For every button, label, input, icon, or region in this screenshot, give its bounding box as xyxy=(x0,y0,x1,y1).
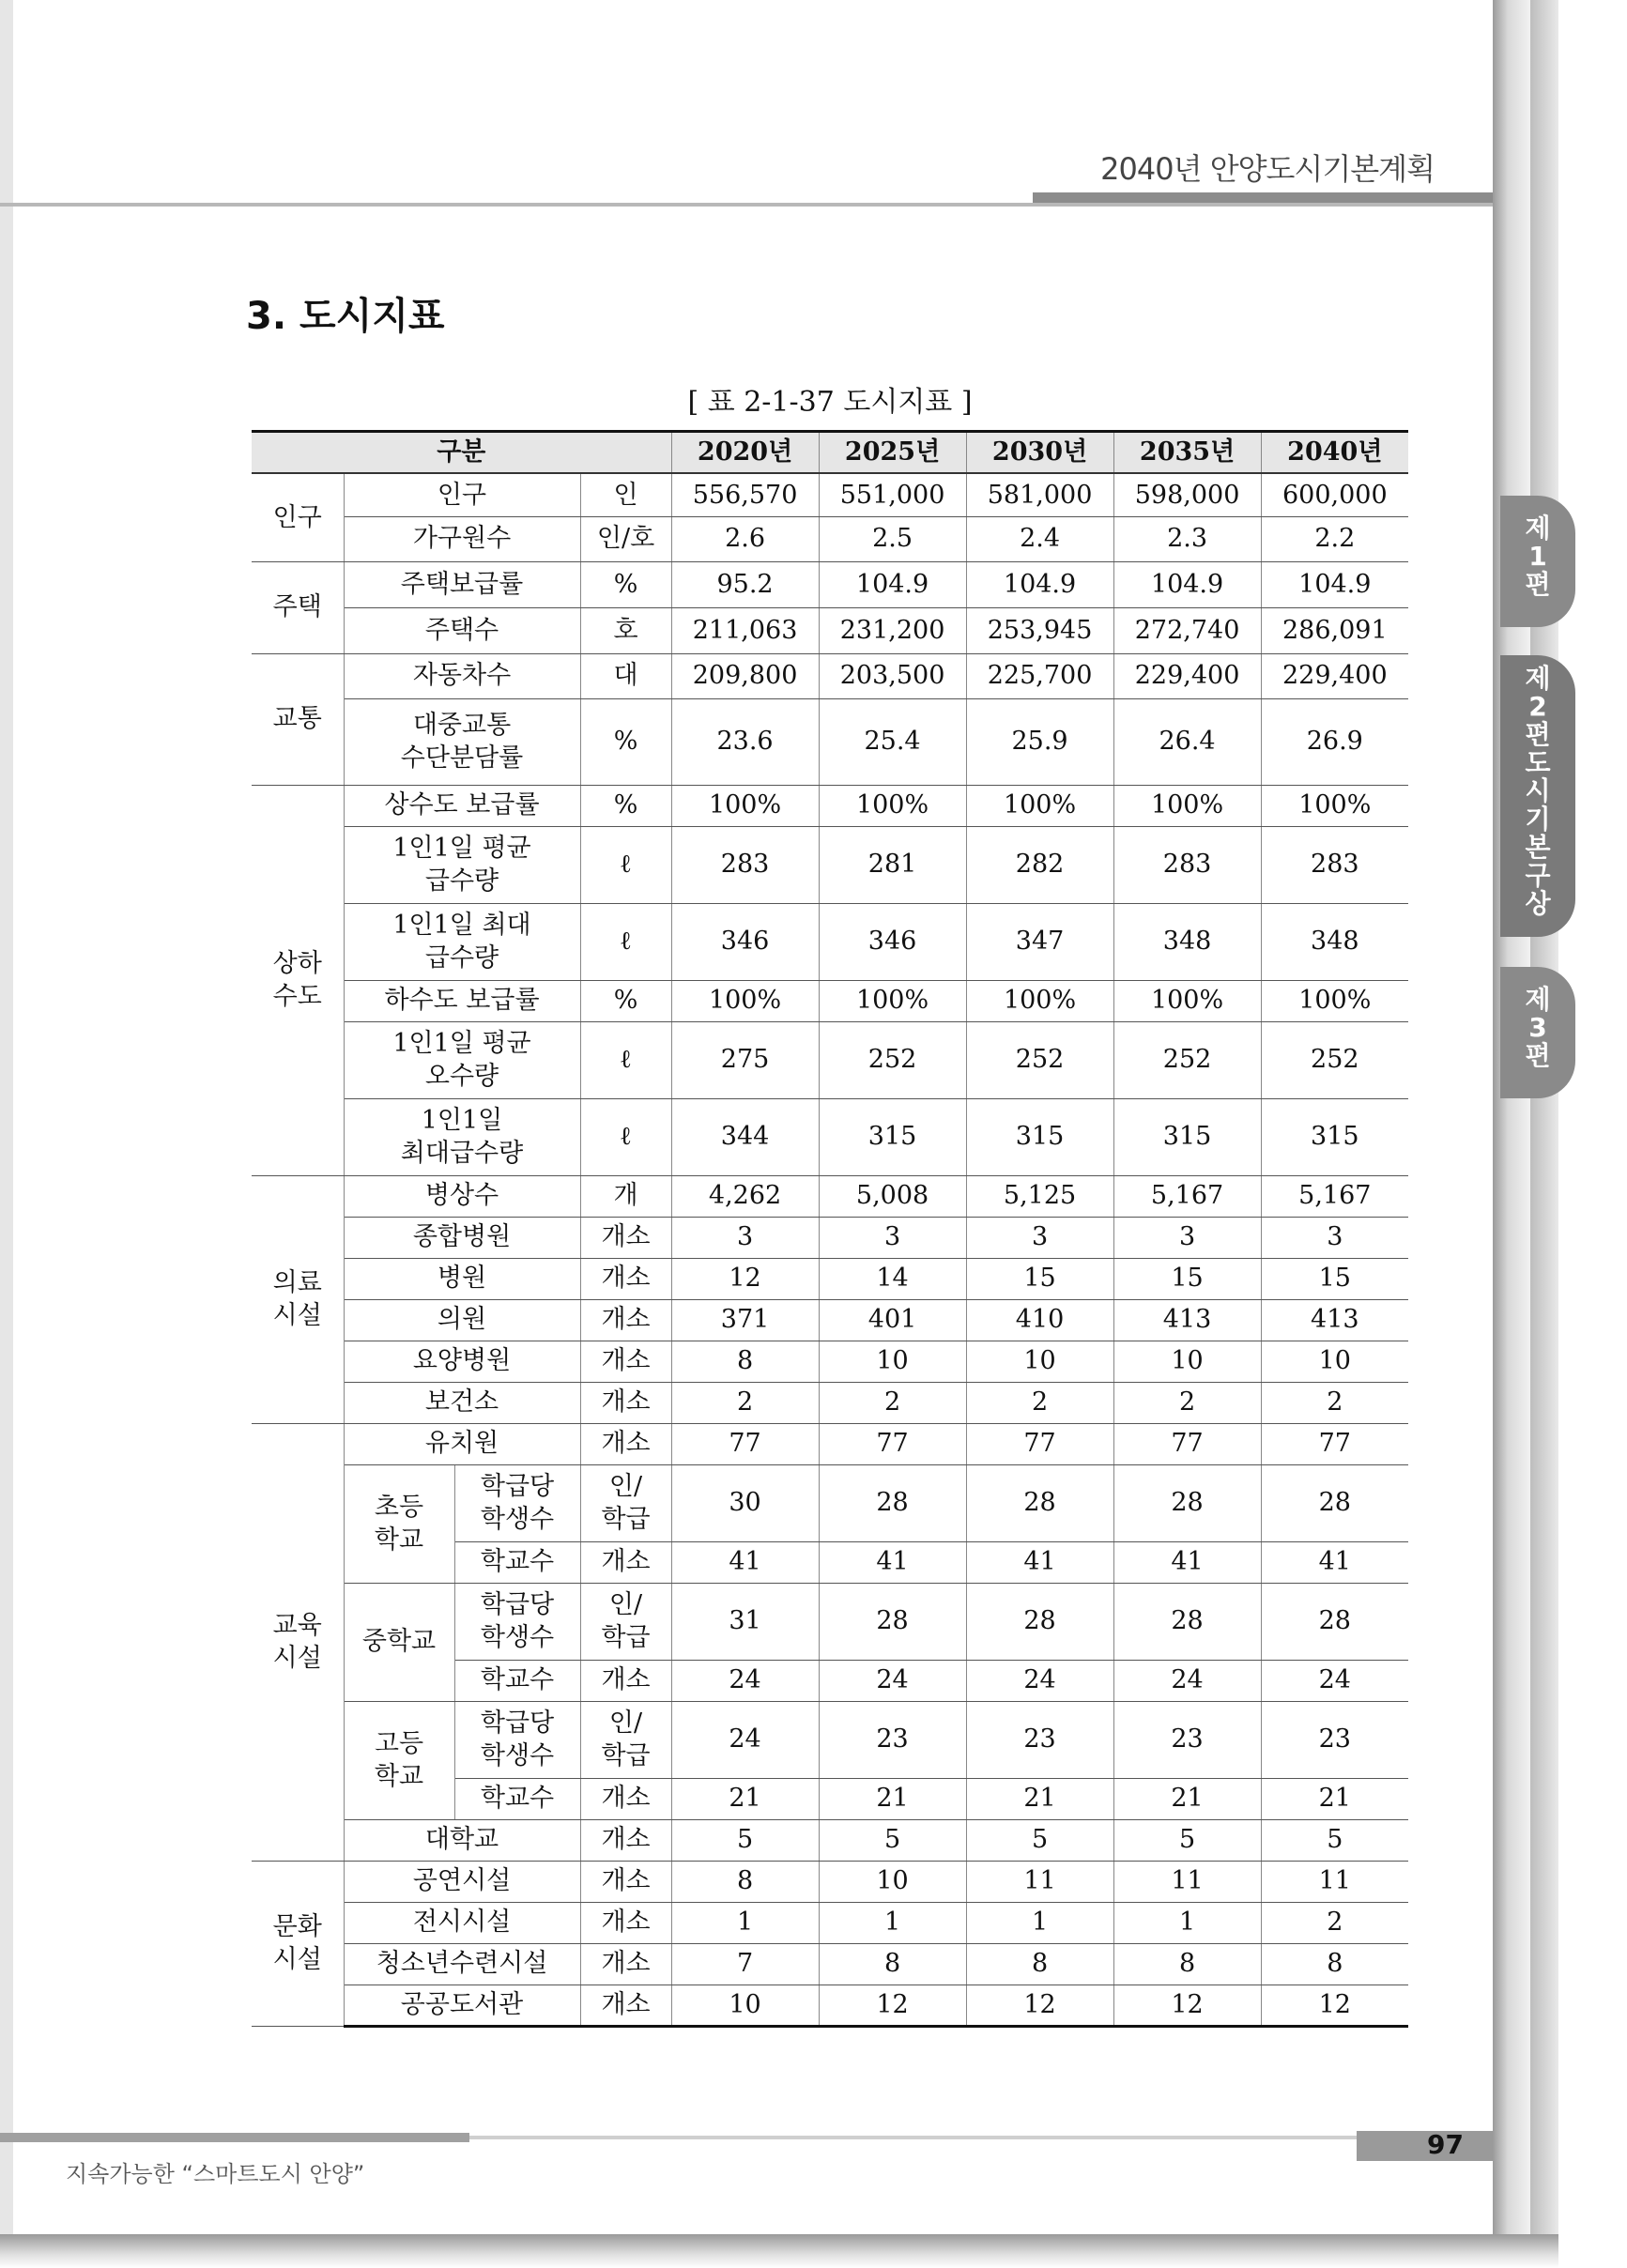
value-cell: 77 xyxy=(1113,1423,1261,1464)
value-cell: 28 xyxy=(966,1464,1113,1541)
unit-cell: 개소 xyxy=(580,1541,671,1583)
item-cell: 1인1일 최대급수량 xyxy=(344,1098,580,1175)
item-cell: 병원 xyxy=(344,1258,580,1299)
item-cell: 공공도서관 xyxy=(344,1984,580,2026)
item-cell: 학급당 학생수 xyxy=(454,1701,580,1778)
value-cell: 7 xyxy=(671,1943,819,1984)
value-cell: 252 xyxy=(966,1021,1113,1098)
header-year: 2035년 xyxy=(1113,432,1261,474)
value-cell: 229,400 xyxy=(1261,653,1408,698)
table-row xyxy=(252,1258,1408,1299)
footer-slogan: 지속가능한 “스마트도시 안양” xyxy=(66,2161,365,2187)
table-caption: [ 표 2-1-37 도시지표 ] xyxy=(687,386,973,419)
value-cell: 8 xyxy=(671,1341,819,1382)
value-cell: 41 xyxy=(1261,1541,1408,1583)
unit-cell: ℓ xyxy=(580,826,671,903)
value-cell: 8 xyxy=(1261,1943,1408,1984)
table-row xyxy=(252,1902,1408,1943)
item-cell: 가구원수 xyxy=(344,516,580,561)
value-cell: 598,000 xyxy=(1113,473,1261,516)
value-cell: 14 xyxy=(819,1258,966,1299)
value-cell: 10 xyxy=(966,1341,1113,1382)
item-cell: 공연시설 xyxy=(344,1861,580,1902)
item-cell: 학교수 xyxy=(454,1660,580,1701)
value-cell: 413 xyxy=(1261,1299,1408,1341)
value-cell: 3 xyxy=(1261,1217,1408,1258)
value-cell: 10 xyxy=(1261,1341,1408,1382)
value-cell: 15 xyxy=(1261,1258,1408,1299)
value-cell: 401 xyxy=(819,1299,966,1341)
value-cell: 5,008 xyxy=(819,1175,966,1217)
unit-cell: 호 xyxy=(580,607,671,653)
item-cell: 전시시설 xyxy=(344,1902,580,1943)
value-cell: 23.6 xyxy=(671,698,819,785)
value-cell: 100% xyxy=(819,980,966,1021)
item-cell: 유치원 xyxy=(344,1423,580,1464)
value-cell: 23 xyxy=(1113,1701,1261,1778)
value-cell: 11 xyxy=(1113,1861,1261,1902)
unit-cell: 개소 xyxy=(580,1258,671,1299)
value-cell: 209,800 xyxy=(671,653,819,698)
item-cell: 보건소 xyxy=(344,1382,580,1423)
unit-cell: 개소 xyxy=(580,1984,671,2026)
item-cell: 대중교통 수단분담률 xyxy=(344,698,580,785)
value-cell: 21 xyxy=(1261,1778,1408,1819)
value-cell: 104.9 xyxy=(1261,561,1408,607)
value-cell: 26.9 xyxy=(1261,698,1408,785)
value-cell: 100% xyxy=(966,980,1113,1021)
value-cell: 600,000 xyxy=(1261,473,1408,516)
value-cell: 24 xyxy=(1261,1660,1408,1701)
value-cell: 231,200 xyxy=(819,607,966,653)
value-cell: 28 xyxy=(1113,1464,1261,1541)
table-row xyxy=(252,607,1408,653)
value-cell: 23 xyxy=(966,1701,1113,1778)
value-cell: 2 xyxy=(819,1382,966,1423)
category-cell: 문화 시설 xyxy=(252,1861,344,2026)
table-row xyxy=(252,1098,1408,1175)
unit-cell: 개소 xyxy=(580,1382,671,1423)
value-cell: 229,400 xyxy=(1113,653,1261,698)
unit-cell: 인/ 학급 xyxy=(580,1464,671,1541)
value-cell: 5 xyxy=(819,1819,966,1861)
value-cell: 10 xyxy=(1113,1341,1261,1382)
value-cell: 2 xyxy=(671,1382,819,1423)
value-cell: 315 xyxy=(1261,1098,1408,1175)
unit-cell: 개소 xyxy=(580,1819,671,1861)
table-row xyxy=(252,1341,1408,1382)
value-cell: 104.9 xyxy=(819,561,966,607)
unit-cell: % xyxy=(580,698,671,785)
table-row xyxy=(252,1464,1408,1541)
footer-rule-accent xyxy=(0,2133,469,2142)
category-cell: 상하 수도 xyxy=(252,785,344,1175)
value-cell: 283 xyxy=(1261,826,1408,903)
page-edge-stack xyxy=(1530,0,1558,2268)
item-cell: 상수도 보급률 xyxy=(344,785,580,826)
value-cell: 5,167 xyxy=(1261,1175,1408,1217)
footer-rule xyxy=(469,2136,1357,2139)
table-row xyxy=(252,1861,1408,1902)
value-cell: 23 xyxy=(819,1701,966,1778)
value-cell: 100% xyxy=(1113,785,1261,826)
value-cell: 344 xyxy=(671,1098,819,1175)
value-cell: 100% xyxy=(819,785,966,826)
item-cell: 요양병원 xyxy=(344,1341,580,1382)
page-bottom-shadow xyxy=(0,2234,1558,2268)
value-cell: 2.6 xyxy=(671,516,819,561)
value-cell: 3 xyxy=(1113,1217,1261,1258)
value-cell: 282 xyxy=(966,826,1113,903)
value-cell: 10 xyxy=(671,1984,819,2026)
unit-cell: ℓ xyxy=(580,1098,671,1175)
value-cell: 283 xyxy=(1113,826,1261,903)
value-cell: 104.9 xyxy=(1113,561,1261,607)
page-edge-shadow xyxy=(1493,0,1530,2268)
value-cell: 283 xyxy=(671,826,819,903)
value-cell: 30 xyxy=(671,1464,819,1541)
value-cell: 581,000 xyxy=(966,473,1113,516)
value-cell: 2.4 xyxy=(966,516,1113,561)
item-cell: 자동차수 xyxy=(344,653,580,698)
value-cell: 315 xyxy=(966,1098,1113,1175)
value-cell: 348 xyxy=(1261,903,1408,980)
value-cell: 28 xyxy=(966,1583,1113,1660)
table-row xyxy=(252,980,1408,1021)
value-cell: 275 xyxy=(671,1021,819,1098)
value-cell: 2 xyxy=(1113,1382,1261,1423)
value-cell: 77 xyxy=(671,1423,819,1464)
item-cell: 하수도 보급률 xyxy=(344,980,580,1021)
unit-cell: 개소 xyxy=(580,1660,671,1701)
table-row xyxy=(252,1382,1408,1423)
unit-cell: % xyxy=(580,785,671,826)
value-cell: 225,700 xyxy=(966,653,1113,698)
part-3-tab[interactable]: 제 3 편 xyxy=(1500,967,1575,1098)
table-row xyxy=(252,1175,1408,1217)
unit-cell: 개소 xyxy=(580,1341,671,1382)
item-cell: 종합병원 xyxy=(344,1217,580,1258)
value-cell: 315 xyxy=(1113,1098,1261,1175)
unit-cell: 인 xyxy=(580,473,671,516)
table-row xyxy=(252,561,1408,607)
unit-cell: % xyxy=(580,980,671,1021)
header-category: 구분 xyxy=(252,432,671,474)
item-cell: 인구 xyxy=(344,473,580,516)
category-cell: 주택 xyxy=(252,561,344,653)
value-cell: 347 xyxy=(966,903,1113,980)
unit-cell: 개소 xyxy=(580,1217,671,1258)
item-cell: 1인1일 평균 급수량 xyxy=(344,826,580,903)
table-row xyxy=(252,1583,1408,1660)
value-cell: 21 xyxy=(819,1778,966,1819)
value-cell: 315 xyxy=(819,1098,966,1175)
value-cell: 28 xyxy=(819,1464,966,1541)
unit-cell: ℓ xyxy=(580,1021,671,1098)
value-cell: 252 xyxy=(819,1021,966,1098)
value-cell: 413 xyxy=(1113,1299,1261,1341)
value-cell: 3 xyxy=(671,1217,819,1258)
table-row xyxy=(252,1423,1408,1464)
value-cell: 21 xyxy=(671,1778,819,1819)
urban-indicator-table xyxy=(252,430,1408,2028)
value-cell: 25.4 xyxy=(819,698,966,785)
value-cell: 41 xyxy=(1113,1541,1261,1583)
value-cell: 4,262 xyxy=(671,1175,819,1217)
value-cell: 28 xyxy=(1113,1583,1261,1660)
value-cell: 371 xyxy=(671,1299,819,1341)
value-cell: 12 xyxy=(966,1984,1113,2026)
part-2-tab[interactable]: 제 2 편 도 시 기 본 구 상 xyxy=(1500,655,1575,937)
unit-cell: 개소 xyxy=(580,1423,671,1464)
table-row xyxy=(252,826,1408,903)
value-cell: 1 xyxy=(671,1902,819,1943)
value-cell: 1 xyxy=(966,1902,1113,1943)
value-cell: 2 xyxy=(1261,1902,1408,1943)
unit-cell: 개소 xyxy=(580,1902,671,1943)
section-title: 3. 도시지표 xyxy=(246,295,445,338)
table-row xyxy=(252,903,1408,980)
unit-cell: ℓ xyxy=(580,903,671,980)
category-cell: 교육 시설 xyxy=(252,1423,344,1861)
table-header-row xyxy=(252,432,1408,474)
subcategory-cell: 초등 학교 xyxy=(344,1464,454,1583)
category-cell: 의료 시설 xyxy=(252,1175,344,1423)
header-year: 2040년 xyxy=(1261,432,1408,474)
page-number: 97 xyxy=(1427,2129,1464,2160)
unit-cell: % xyxy=(580,561,671,607)
table-row xyxy=(252,1299,1408,1341)
value-cell: 272,740 xyxy=(1113,607,1261,653)
value-cell: 100% xyxy=(1261,980,1408,1021)
value-cell: 24 xyxy=(819,1660,966,1701)
header-year: 2030년 xyxy=(966,432,1113,474)
value-cell: 2.2 xyxy=(1261,516,1408,561)
value-cell: 41 xyxy=(671,1541,819,1583)
value-cell: 26.4 xyxy=(1113,698,1261,785)
running-header: 2040년 안양도시기본계획 xyxy=(1100,151,1435,187)
value-cell: 41 xyxy=(966,1541,1113,1583)
subcategory-cell: 중학교 xyxy=(344,1583,454,1701)
value-cell: 23 xyxy=(1261,1701,1408,1778)
header-year: 2025년 xyxy=(819,432,966,474)
value-cell: 12 xyxy=(1113,1984,1261,2026)
value-cell: 5,125 xyxy=(966,1175,1113,1217)
value-cell: 286,091 xyxy=(1261,607,1408,653)
item-cell: 학교수 xyxy=(454,1778,580,1819)
header-year: 2020년 xyxy=(671,432,819,474)
category-cell: 인구 xyxy=(252,473,344,561)
value-cell: 3 xyxy=(819,1217,966,1258)
item-cell: 학급당 학생수 xyxy=(454,1583,580,1660)
table-row xyxy=(252,1217,1408,1258)
value-cell: 211,063 xyxy=(671,607,819,653)
unit-cell: 개소 xyxy=(580,1299,671,1341)
value-cell: 24 xyxy=(1113,1660,1261,1701)
item-cell: 1인1일 최대 급수량 xyxy=(344,903,580,980)
value-cell: 5,167 xyxy=(1113,1175,1261,1217)
value-cell: 2 xyxy=(966,1382,1113,1423)
value-cell: 348 xyxy=(1113,903,1261,980)
value-cell: 41 xyxy=(819,1541,966,1583)
value-cell: 12 xyxy=(819,1984,966,2026)
value-cell: 346 xyxy=(819,903,966,980)
item-cell: 병상수 xyxy=(344,1175,580,1217)
item-cell: 청소년수련시설 xyxy=(344,1943,580,1984)
value-cell: 8 xyxy=(671,1861,819,1902)
item-cell: 1인1일 평균 오수량 xyxy=(344,1021,580,1098)
value-cell: 100% xyxy=(671,980,819,1021)
value-cell: 24 xyxy=(671,1701,819,1778)
value-cell: 5 xyxy=(671,1819,819,1861)
binding-edge xyxy=(0,0,13,2234)
value-cell: 410 xyxy=(966,1299,1113,1341)
table-row xyxy=(252,1943,1408,1984)
part-1-tab[interactable]: 제 1 편 xyxy=(1500,496,1575,627)
unit-cell: 인/ 학급 xyxy=(580,1701,671,1778)
category-cell: 교통 xyxy=(252,653,344,785)
value-cell: 21 xyxy=(966,1778,1113,1819)
value-cell: 8 xyxy=(966,1943,1113,1984)
value-cell: 77 xyxy=(1261,1423,1408,1464)
value-cell: 8 xyxy=(1113,1943,1261,1984)
value-cell: 281 xyxy=(819,826,966,903)
value-cell: 5 xyxy=(966,1819,1113,1861)
value-cell: 77 xyxy=(819,1423,966,1464)
value-cell: 252 xyxy=(1113,1021,1261,1098)
value-cell: 100% xyxy=(966,785,1113,826)
unit-cell: 인/ 학급 xyxy=(580,1583,671,1660)
value-cell: 15 xyxy=(966,1258,1113,1299)
value-cell: 31 xyxy=(671,1583,819,1660)
value-cell: 346 xyxy=(671,903,819,980)
value-cell: 3 xyxy=(966,1217,1113,1258)
value-cell: 5 xyxy=(1261,1819,1408,1861)
item-cell: 주택보급률 xyxy=(344,561,580,607)
value-cell: 253,945 xyxy=(966,607,1113,653)
value-cell: 95.2 xyxy=(671,561,819,607)
value-cell: 12 xyxy=(1261,1984,1408,2026)
value-cell: 21 xyxy=(1113,1778,1261,1819)
value-cell: 2.5 xyxy=(819,516,966,561)
unit-cell: 개소 xyxy=(580,1778,671,1819)
value-cell: 551,000 xyxy=(819,473,966,516)
value-cell: 2.3 xyxy=(1113,516,1261,561)
item-cell: 주택수 xyxy=(344,607,580,653)
subcategory-cell: 고등 학교 xyxy=(344,1701,454,1819)
table-row xyxy=(252,1021,1408,1098)
value-cell: 100% xyxy=(1113,980,1261,1021)
item-cell: 학교수 xyxy=(454,1541,580,1583)
unit-cell: 개 xyxy=(580,1175,671,1217)
value-cell: 1 xyxy=(1113,1902,1261,1943)
value-cell: 11 xyxy=(966,1861,1113,1902)
value-cell: 28 xyxy=(1261,1464,1408,1541)
value-cell: 5 xyxy=(1113,1819,1261,1861)
table-row xyxy=(252,653,1408,698)
value-cell: 25.9 xyxy=(966,698,1113,785)
unit-cell: 개소 xyxy=(580,1943,671,1984)
value-cell: 12 xyxy=(671,1258,819,1299)
value-cell: 104.9 xyxy=(966,561,1113,607)
table-row xyxy=(252,698,1408,785)
value-cell: 252 xyxy=(1261,1021,1408,1098)
value-cell: 28 xyxy=(819,1583,966,1660)
unit-cell: 개소 xyxy=(580,1861,671,1902)
item-cell: 학급당 학생수 xyxy=(454,1464,580,1541)
unit-cell: 인/호 xyxy=(580,516,671,561)
value-cell: 77 xyxy=(966,1423,1113,1464)
table-row xyxy=(252,1819,1408,1861)
item-cell: 대학교 xyxy=(344,1819,580,1861)
value-cell: 10 xyxy=(819,1861,966,1902)
value-cell: 15 xyxy=(1113,1258,1261,1299)
value-cell: 203,500 xyxy=(819,653,966,698)
unit-cell: 대 xyxy=(580,653,671,698)
value-cell: 24 xyxy=(966,1660,1113,1701)
table-row xyxy=(252,1984,1408,2026)
header-rule xyxy=(0,203,1493,207)
value-cell: 100% xyxy=(1261,785,1408,826)
value-cell: 1 xyxy=(819,1902,966,1943)
table-row xyxy=(252,516,1408,561)
table-row xyxy=(252,473,1408,516)
value-cell: 24 xyxy=(671,1660,819,1701)
page-number-bar xyxy=(1357,2131,1493,2161)
value-cell: 10 xyxy=(819,1341,966,1382)
value-cell: 2 xyxy=(1261,1382,1408,1423)
value-cell: 100% xyxy=(671,785,819,826)
value-cell: 11 xyxy=(1261,1861,1408,1902)
value-cell: 556,570 xyxy=(671,473,819,516)
item-cell: 의원 xyxy=(344,1299,580,1341)
table-row xyxy=(252,1701,1408,1778)
table-row xyxy=(252,785,1408,826)
value-cell: 8 xyxy=(819,1943,966,1984)
value-cell: 28 xyxy=(1261,1583,1408,1660)
